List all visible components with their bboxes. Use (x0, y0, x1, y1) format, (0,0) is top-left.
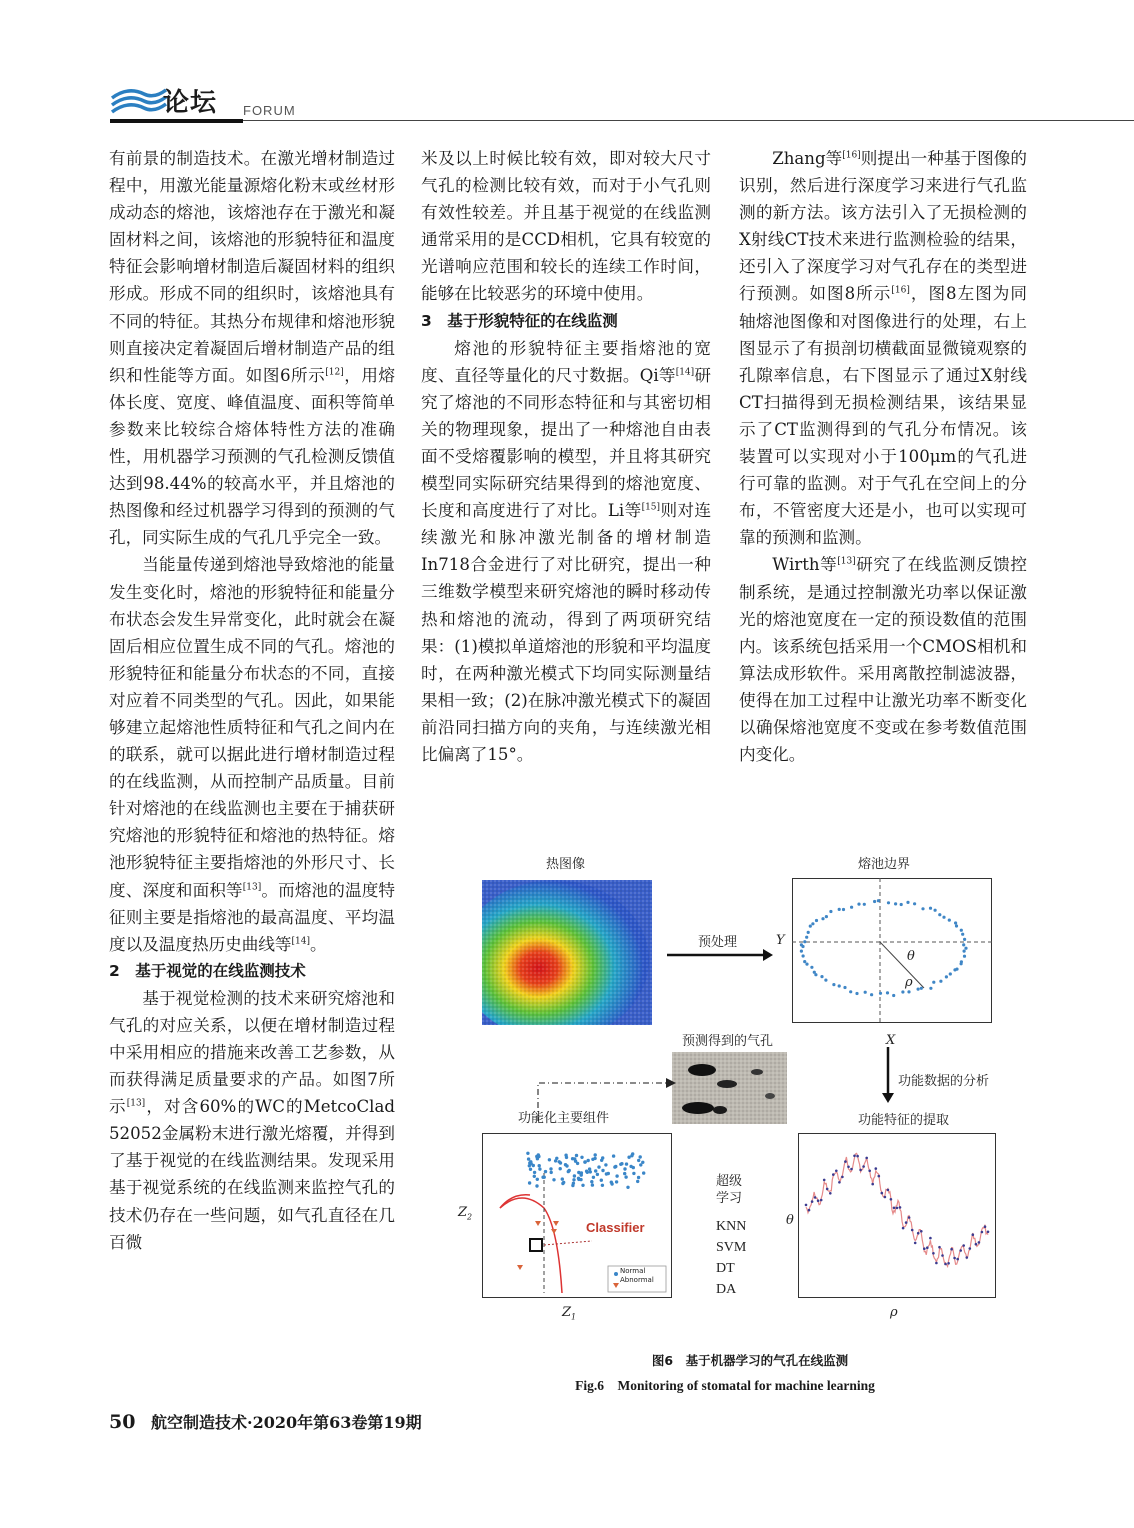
boundary-point (917, 988, 920, 991)
feature-curve-point (868, 1170, 871, 1173)
feature-curve-point (829, 1192, 832, 1195)
normal-point (591, 1183, 594, 1186)
boundary-point (802, 954, 805, 957)
normal-point (527, 1157, 530, 1160)
normal-point (591, 1158, 594, 1161)
feature-curve-point (844, 1160, 847, 1163)
predicted-pores-label: 预测得到的气孔 (682, 1034, 774, 1049)
feature-curve-point (847, 1166, 850, 1169)
section-heading-3: 3 基于形貌特征的在线监测 (421, 311, 618, 330)
feature-curve-point (820, 1199, 823, 1202)
method-dt: DT (716, 1261, 735, 1276)
feature-curve-point (975, 1243, 978, 1246)
normal-point (536, 1178, 539, 1181)
thermal-image-label: 热图像 (546, 857, 586, 872)
feature-curve-point (875, 1167, 878, 1170)
section-subtitle: FORUM (243, 103, 296, 118)
normal-point (639, 1163, 642, 1166)
paragraph: 当能量传递到熔池导致熔池的能量发生变化时，熔池的形貌特征和能量分布状态会发生异常变化，此时就会在凝固后相应位置生成不同的气孔。熔池的形貌特征和能量分布状态的不同，直接对应着不同类型的气孔。因此，如果能够建立起熔池性质特征和气孔之间内在的联系，就可以据此进行增材制造过程的在线监测，从而控制产品质量。目前针对熔池的在线监测也主要在于捕获研究熔池的形貌特征和熔池的热特征。熔池形貌特征主要指熔池的外形尺寸、长度、深度和面积等[13]。而熔池的温度特征则主要是指熔池的最高温度、平均温度以及温度热历史曲线等[14]。 (109, 555, 396, 954)
feature-curve-point (920, 1230, 923, 1233)
feature-curve-point (987, 1231, 990, 1234)
journal-name: 航空制造技术·2020年第63卷第19期 (151, 1413, 422, 1432)
boundary-point (906, 901, 909, 904)
normal-point (601, 1184, 604, 1187)
paragraph: Zhang等[16]则提出一种基于图像的识别，然后进行深度学习来进行气孔监测的新方法。该方法引入了无损检测的X射线CT技术来进行监测检验的结果，还引入了深度学习对气孔存在的类型进行预测。如图8所示[16]，图8左图为同轴熔池图像和对图像进行的处理，右上图显示了有损剖切横截面显微镜观察的孔隙率信息，右下图显示了通过X射线CT扫描得到无损检测结果，该结果显示了CT监测得到的气孔分布情况。该装置可以实现对小于100μm的气孔进行可靠的监测。对于气孔在空间上的分布，不管密度大还是小，也可以实现可靠的预测和监测。 (739, 149, 1027, 548)
boundary-point (929, 987, 932, 990)
normal-point (623, 1167, 626, 1170)
feature-curve-plot (798, 1133, 996, 1298)
feature-curve-point (959, 1249, 962, 1252)
feature-curve-point (905, 1221, 908, 1224)
predicted-pores-image (672, 1052, 787, 1124)
section-title: 论坛 (163, 88, 218, 118)
normal-point (559, 1167, 562, 1170)
arrow-right-icon (665, 945, 775, 965)
feature-curve-point (884, 1196, 887, 1199)
feature-curve-point (899, 1206, 902, 1209)
functional-analysis-label: 功能数据的分析 (898, 1074, 990, 1089)
boundary-point (879, 992, 882, 995)
normal-point (568, 1169, 571, 1172)
feature-curve-point (859, 1169, 862, 1172)
feature-curve-point (838, 1181, 841, 1184)
normal-point (604, 1163, 607, 1166)
normal-point (571, 1157, 574, 1160)
boundary-point (815, 919, 818, 922)
normal-point (610, 1182, 613, 1185)
feature-curve-point (871, 1183, 874, 1186)
boundary-point (953, 968, 956, 971)
feature-curve-point (814, 1196, 817, 1199)
feature-curve-point (862, 1165, 865, 1168)
feature-curve-point (902, 1227, 905, 1230)
boundary-point (842, 908, 845, 911)
boundary-point (963, 955, 966, 958)
paragraph: 基于视觉检测的技术来研究熔池和气孔的对应关系，以便在增材制造过程中采用相应的措施来改善工艺参数，从而获得满足质量要求的产品。如图7所示[13]，对含60%的WC的MetcoClad 52052金属粉末进行激光熔覆，并得到了基于视觉的在线监测结果。发现采用基于视觉系统的在线监测来监控气孔的技术仍存在一些问题，如气孔直径在几百微 (109, 988, 396, 1252)
boundary-point (939, 980, 942, 983)
boundary-point (813, 971, 816, 974)
feature-curve-point (926, 1246, 929, 1249)
feature-curve-point (923, 1247, 926, 1250)
feature-curve-point (865, 1157, 868, 1160)
boundary-point (887, 901, 890, 904)
text-column-2 (421, 145, 711, 768)
boundary-point (800, 950, 803, 953)
feature-curve-point (956, 1258, 959, 1261)
feature-curve-point (978, 1241, 981, 1244)
normal-point (637, 1159, 640, 1162)
feature-curve-point (835, 1170, 838, 1173)
normal-point (636, 1180, 639, 1183)
boundary-point (838, 908, 841, 911)
rho-label: ρ (905, 975, 913, 990)
boundary-point (962, 943, 965, 946)
section-heading-2: 2 基于视觉的在线监测技术 (109, 961, 306, 980)
boundary-point (849, 990, 852, 993)
normal-point (629, 1165, 632, 1168)
classifier-label: Classifier (586, 1220, 645, 1235)
boundary-point (850, 906, 853, 909)
normal-point (565, 1156, 568, 1159)
normal-point (561, 1182, 564, 1185)
feature-curve-point (890, 1198, 893, 1201)
normal-point (637, 1176, 640, 1179)
boundary-point (863, 903, 866, 906)
normal-point (625, 1162, 628, 1165)
normal-point (528, 1181, 531, 1184)
normal-point (581, 1184, 584, 1187)
journal-logo-icon (110, 80, 170, 120)
normal-point (623, 1172, 626, 1175)
normal-point (554, 1159, 557, 1162)
boundary-point (945, 975, 948, 978)
boundary-point (857, 903, 860, 906)
normal-point (597, 1165, 600, 1168)
normal-point (538, 1164, 541, 1167)
method-knn: KNN (716, 1219, 747, 1234)
paragraph: 有前景的制造技术。在激光增材制造过程中，用激光能量源熔化粉末或丝材形成动态的熔池，该熔池存在于激光和凝固材料之间，该熔池的形貌特征和温度特征会影响增材制造后凝固材料的组织形成。形成不同的组织时，该熔池具有不同的特征。其热分布规律和熔池形貌则直接决定着凝固后增材制造产品的组织和性能等方面。如图6所示[12]，用熔体长度、宽度、峰值温度、面积等简单参数来比较综合熔体特性方法的准确性，用机器学习预测的气孔检测反馈值达到98.44%的较高水平，并且熔池的热图像和经过机器学习得到的预测的气孔，同实际生成的气孔几乎完全一致。 (109, 149, 396, 548)
feature-curve-point (932, 1252, 935, 1255)
feature-curve-point (950, 1248, 953, 1251)
boundary-point (810, 966, 813, 969)
normal-point (579, 1173, 582, 1176)
boundary-point (949, 972, 952, 975)
normal-point (607, 1172, 610, 1175)
legend-abnormal: Abnormal (620, 1276, 654, 1284)
normal-point (532, 1164, 535, 1167)
feature-curve-point (929, 1237, 932, 1240)
normal-point (559, 1161, 562, 1164)
feature-curve-point (811, 1200, 814, 1203)
feature-curve-point (944, 1263, 947, 1266)
boundary-point (873, 900, 876, 903)
boundary-point (961, 933, 964, 936)
normal-point (577, 1177, 580, 1180)
boundary-point (938, 913, 941, 916)
feature-curve-point (941, 1254, 944, 1257)
feature-curve-point (881, 1192, 884, 1195)
feature-curve-point (917, 1232, 920, 1235)
normal-point (529, 1168, 532, 1171)
boundary-label: 熔池边界 (858, 857, 911, 872)
boundary-point (877, 899, 880, 902)
feature-curve-point (850, 1168, 853, 1171)
feature-curve-point (914, 1242, 917, 1245)
boundary-point (811, 922, 814, 925)
normal-point (615, 1174, 618, 1177)
boundary-point (964, 947, 967, 950)
boundary-point (900, 903, 903, 906)
normal-point (537, 1153, 540, 1156)
normal-point (615, 1180, 618, 1183)
boundary-point (920, 987, 923, 990)
boundary-point (824, 979, 827, 982)
normal-point (533, 1171, 536, 1174)
normal-point (624, 1175, 627, 1178)
normal-point (632, 1172, 635, 1175)
z2-axis-label: $Z_2$ (458, 1205, 473, 1222)
normal-point (565, 1164, 568, 1167)
boundary-point (829, 910, 832, 913)
feature-curve-point (817, 1199, 820, 1202)
normal-point (639, 1155, 642, 1158)
normal-point (594, 1153, 597, 1156)
paragraph: 米及以上时候比较有效，即对较大尺寸气孔的检测比较有效，而对于小气孔则有效性较差。并且基于视觉的在线监测通常采用的是CCD相机，它具有较宽的光谱响应范围和较长的连续工作时间，能够在比较恶劣的环境中使用。 (421, 149, 711, 304)
normal-point (594, 1169, 597, 1172)
boundary-point (963, 938, 966, 941)
boundary-point (960, 929, 963, 932)
normal-point (526, 1152, 529, 1155)
method-da: DA (716, 1282, 737, 1297)
boundary-point (832, 983, 835, 986)
feature-curve-point (969, 1247, 972, 1250)
normal-point (587, 1159, 590, 1162)
normal-point (630, 1154, 633, 1157)
feature-curve-point (823, 1179, 826, 1182)
normal-point (538, 1167, 541, 1170)
page-footer (109, 1410, 422, 1433)
boundary-point (960, 962, 963, 965)
boundary-point (921, 907, 924, 910)
boundary-point (805, 936, 808, 939)
figure-caption-en: Fig.6 Monitoring of stomatal for machine learning (575, 1378, 875, 1393)
feature-curve-point (853, 1155, 856, 1158)
feature-curve-point (832, 1173, 835, 1176)
figure-6 (458, 845, 1030, 1335)
feature-curve-point (856, 1155, 859, 1158)
header-rule-thick (110, 119, 243, 123)
feature-curve-point (911, 1229, 914, 1232)
feature-curve-point (896, 1207, 899, 1210)
normal-point (543, 1176, 546, 1179)
boundary-point (929, 907, 932, 910)
boundary-point (855, 992, 858, 995)
normal-point (614, 1165, 617, 1168)
feature-curve-point (935, 1262, 938, 1265)
preprocess-label: 预处理 (698, 935, 738, 950)
boundary-point (870, 993, 873, 996)
feature-extract-label: 功能特征的提取 (858, 1113, 950, 1128)
normal-point (572, 1178, 575, 1181)
boundary-point (894, 902, 897, 905)
boundary-point (803, 940, 806, 943)
normal-point (588, 1167, 591, 1170)
feature-curve-point (966, 1256, 969, 1259)
feature-curve-point (984, 1225, 987, 1228)
boundary-point (954, 921, 957, 924)
normal-point (535, 1184, 538, 1187)
boundary-point (800, 943, 803, 946)
boundary-point (820, 975, 823, 978)
method-svm: SVM (716, 1240, 747, 1255)
theta-label: θ (907, 949, 915, 964)
normal-point (596, 1173, 599, 1176)
normal-point (590, 1180, 593, 1183)
z1-axis-label: $Z_1$ (562, 1305, 577, 1322)
normal-point (620, 1162, 623, 1165)
normal-point (549, 1167, 552, 1170)
boundary-point (934, 909, 937, 912)
boundary-plot (792, 878, 992, 1023)
normal-point (600, 1159, 603, 1162)
text-column-1 (109, 145, 395, 1256)
feature-curve-point (808, 1209, 811, 1212)
normal-point (580, 1156, 583, 1159)
paragraph: Wirth等[13]研究了在线监测反馈控制系统，是通过控制激光功率以保证激光的熔池宽度在一定的预设数值的范围内。该系统包括采用一个CMOS相机和算法成形软件。采用离散控制滤波器，使得在加工过程中让激光功率不断变化以确保熔池宽度不变或在参考数值范围内变化。 (739, 555, 1028, 765)
header-rule-thin (243, 120, 1134, 121)
boundary-point (821, 917, 824, 920)
normal-point (533, 1175, 536, 1178)
boundary-point (942, 916, 945, 919)
boundary-point (907, 990, 910, 993)
boundary-point (864, 991, 867, 994)
feature-curve-point (947, 1262, 950, 1265)
normal-point (592, 1176, 595, 1179)
rho-axis-label: ρ (890, 1305, 898, 1320)
boundary-point (809, 925, 812, 928)
feature-curve-point (981, 1231, 984, 1234)
text-column-3 (739, 145, 1027, 768)
supervised-label-2: 学习 (716, 1191, 743, 1206)
feature-curve-point (908, 1216, 911, 1219)
boundary-point (838, 984, 841, 987)
boundary-point (913, 902, 916, 905)
components-label: 功能化主要组件 (518, 1111, 610, 1126)
normal-point (573, 1174, 576, 1177)
boundary-point (901, 990, 904, 993)
feature-curve-point (841, 1176, 844, 1179)
normal-point (626, 1186, 629, 1189)
boundary-point (803, 960, 806, 963)
feature-curve-point (938, 1246, 941, 1249)
boundary-point (843, 986, 846, 989)
legend-normal: Normal (620, 1267, 646, 1275)
feature-curve-point (962, 1244, 965, 1247)
normal-point (544, 1170, 547, 1173)
feature-curve-point (826, 1188, 829, 1191)
paragraph: 熔池的形貌特征主要指熔池的宽度、直径等量化的尺寸数据。Qi等[14]研究了熔池的不同形态特征和与其密切相关的物理现象，提出了一种熔池自由表面不受熔覆影响的模型，并且将其研究模型同实际研究结果得到的熔池宽度、长度和高度进行了对比。Li等[15]则对连续激光和脉冲激光制备的增材制造In718合金进行了对比研究，提出一种三维数学模型来研究熔池的瞬时移动传热和熔池的流动，得到了两项研究结果：(1)模拟单道熔池的形貌和平均温度时，在两种激光模式下均同实际测量结果相一致；(2)在脉冲激光模式下的凝固前沿同扫描方向的夹角，与连续激光相比偏离了15°。 (421, 338, 712, 764)
thermal-image (482, 880, 652, 1025)
normal-point (552, 1178, 555, 1181)
page-number: 50 (109, 1411, 136, 1433)
feature-curve-point (972, 1233, 975, 1236)
normal-point (548, 1158, 551, 1161)
normal-point (601, 1169, 604, 1172)
theta-axis-label: θ (786, 1213, 794, 1228)
normal-point (550, 1171, 553, 1174)
normal-point (612, 1154, 615, 1157)
supervised-label-1: 超级 (716, 1174, 743, 1189)
boundary-point (932, 981, 935, 984)
normal-point (642, 1171, 645, 1174)
boundary-point (825, 915, 828, 918)
feature-curve-point (878, 1175, 881, 1178)
boundary-point (805, 963, 808, 966)
boundary-point (892, 994, 895, 997)
feature-curve-point (805, 1204, 808, 1207)
boundary-point (955, 924, 958, 927)
feature-curve-point (893, 1207, 896, 1210)
normal-point (528, 1161, 531, 1164)
axis-y-label: Y (776, 933, 785, 948)
feature-curve-point (953, 1257, 956, 1260)
normal-point (585, 1170, 588, 1173)
axis-x-label: X (886, 1033, 896, 1048)
normal-point (575, 1154, 578, 1157)
figure-caption-zh: 图6 基于机器学习的气孔在线监测 (651, 1353, 849, 1368)
boundary-point (807, 931, 810, 934)
boundary-point (963, 950, 966, 953)
normal-point (583, 1160, 586, 1163)
normal-point (600, 1179, 603, 1182)
arrow-down-icon (878, 1045, 898, 1105)
feature-curve-point (887, 1189, 890, 1192)
boundary-point (948, 919, 951, 922)
boundary-point (886, 991, 889, 994)
normal-point (561, 1177, 564, 1180)
normal-point (572, 1182, 575, 1185)
